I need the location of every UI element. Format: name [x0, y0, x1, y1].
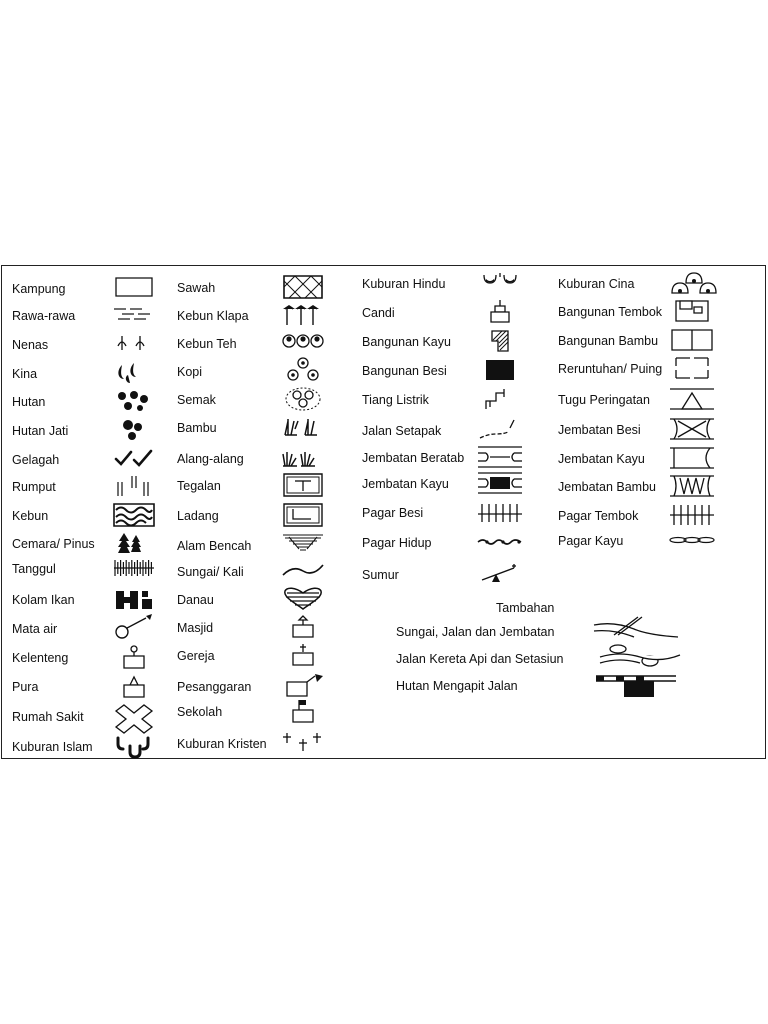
jalan-setapak-icon	[478, 417, 522, 443]
mata-air-icon	[112, 615, 156, 641]
kuburan-islam-icon	[112, 733, 156, 759]
label-hutan: Hutan	[12, 395, 46, 409]
label-danau: Danau	[177, 593, 214, 607]
hutan-icon	[112, 388, 156, 414]
danau-icon	[281, 586, 325, 612]
rawa-rawa-icon	[112, 302, 156, 328]
label-jembatan-kayu-2: Jembatan Kayu	[558, 452, 645, 466]
label-kuburan-kristen: Kuburan Kristen	[177, 737, 267, 751]
sawah-icon	[281, 274, 325, 300]
jembatan-bambu-icon	[670, 473, 714, 499]
pura-icon	[112, 673, 156, 699]
nenas-icon	[112, 331, 156, 357]
alang-alang-icon	[281, 445, 325, 471]
bangunan-tembok-icon	[670, 298, 714, 324]
label-kuburan-cina: Kuburan Cina	[558, 277, 635, 291]
label-bangunan-bambu: Bangunan Bambu	[558, 334, 659, 348]
label-pesanggaran: Pesanggaran	[177, 680, 252, 694]
label-kuburan-hindu: Kuburan Hindu	[362, 277, 446, 291]
kopi-icon	[281, 358, 325, 384]
label-sumur: Sumur	[362, 568, 399, 582]
label-kuburan-islam: Kuburan Islam	[12, 740, 93, 754]
label-sungai-jalan-jembatan: Sungai, Jalan dan Jembatan	[396, 625, 555, 639]
label-gelagah: Gelagah	[12, 453, 60, 467]
label-masjid: Masjid	[177, 621, 214, 635]
label-gereja: Gereja	[177, 649, 215, 663]
jembatan-kayu-2-icon	[670, 445, 714, 471]
kuburan-hindu-icon	[478, 270, 522, 296]
label-tanggul: Tanggul	[12, 562, 56, 576]
label-nenas: Nenas	[12, 338, 49, 352]
masjid-icon	[281, 614, 325, 640]
label-hutan-mengapit-jalan: Hutan Mengapit Jalan	[396, 679, 518, 693]
bambu-icon	[281, 414, 325, 440]
reruntuhan-puing-icon	[670, 355, 714, 381]
label-reruntuhan-puing: Reruntuhan/ Puing	[558, 362, 663, 376]
label-pagar-besi: Pagar Besi	[362, 506, 424, 520]
jembatan-besi-icon	[670, 416, 714, 442]
kebun-teh-icon	[281, 330, 325, 356]
label-jembatan-kayu: Jembatan Kayu	[362, 477, 449, 491]
label-jembatan-beratab: Jembatan Beratab	[362, 451, 465, 465]
label-tegalan: Tegalan	[177, 479, 221, 493]
label-rawa-rawa: Rawa-rawa	[12, 309, 76, 323]
label-hutan-jati: Hutan Jati	[12, 424, 69, 438]
label-ladang: Ladang	[177, 509, 219, 523]
kebun-klapa-icon	[281, 302, 325, 328]
label-kelenteng: Kelenteng	[12, 651, 69, 665]
cemara-pinus-icon	[112, 530, 156, 556]
label-sekolah: Sekolah	[177, 705, 223, 719]
rumput-icon	[112, 473, 156, 499]
label-jembatan-besi: Jembatan Besi	[558, 423, 641, 437]
label-candi: Candi	[362, 306, 395, 320]
semak-icon	[281, 386, 325, 412]
label-pagar-tembok: Pagar Tembok	[558, 509, 639, 523]
label-pagar-kayu: Pagar Kayu	[558, 534, 624, 548]
pagar-tembok-icon	[670, 502, 714, 528]
rumah-sakit-icon	[112, 703, 156, 729]
tiang-listrik-icon	[478, 386, 522, 412]
label-kampung: Kampung	[12, 282, 66, 296]
label-kebun-klapa: Kebun Klapa	[177, 309, 249, 323]
label-bangunan-tembok: Bangunan Tembok	[558, 305, 663, 319]
sumur-icon	[478, 561, 522, 587]
sekolah-icon	[281, 698, 325, 724]
pagar-hidup-icon	[478, 529, 522, 555]
hutan-jati-icon	[112, 417, 156, 443]
candi-icon	[478, 299, 522, 325]
label-kolam-ikan: Kolam Ikan	[12, 593, 75, 607]
tugu-peringatan-icon	[670, 386, 714, 412]
label-kina: Kina	[12, 367, 38, 381]
kebun-icon	[112, 502, 156, 528]
label-kebun: Kebun	[12, 509, 49, 523]
label-bangunan-kayu: Bangunan Kayu	[362, 335, 451, 349]
alam-bencah-icon	[281, 532, 325, 558]
ladang-icon	[281, 502, 325, 528]
kina-icon	[112, 360, 156, 386]
bangunan-bambu-icon	[670, 327, 714, 353]
jembatan-beratab-icon	[478, 444, 522, 470]
kuburan-kristen-icon	[281, 730, 325, 756]
kelenteng-icon	[112, 644, 156, 670]
label-bangunan-besi: Bangunan Besi	[362, 364, 447, 378]
pagar-besi-icon	[478, 499, 522, 525]
label-kebun-teh: Kebun Teh	[177, 337, 237, 351]
label-semak: Semak	[177, 393, 216, 407]
jalan-kereta-api-icon	[594, 641, 682, 671]
label-tugu-peringatan: Tugu Peringatan	[558, 393, 650, 407]
label-pura: Pura	[12, 680, 39, 694]
pesanggaran-icon	[281, 673, 325, 699]
label-alam-bencah: Alam Bencah	[177, 539, 252, 553]
label-tiang-listrik: Tiang Listrik	[362, 393, 429, 407]
gereja-icon	[281, 642, 325, 668]
label-pagar-hidup: Pagar Hidup	[362, 536, 432, 550]
label-sungai-kali: Sungai/ Kali	[177, 565, 244, 579]
label-rumah-sakit: Rumah Sakit	[12, 710, 84, 724]
gelagah-icon	[112, 446, 156, 472]
label-mata-air: Mata air	[12, 622, 58, 636]
hutan-mengapit-jalan-icon	[594, 670, 682, 700]
kuburan-cina-icon	[670, 270, 714, 296]
label-sawah: Sawah	[177, 281, 216, 295]
pagar-kayu-icon	[670, 527, 714, 553]
jembatan-kayu-icon	[478, 470, 522, 496]
kampung-icon	[112, 275, 156, 301]
label-bambu: Bambu	[177, 421, 217, 435]
label-alang-alang: Alang-alang	[177, 452, 244, 466]
label-rumput: Rumput	[12, 480, 56, 494]
tegalan-icon	[281, 472, 325, 498]
bangunan-kayu-icon	[478, 328, 522, 354]
label-jalan-kereta-api: Jalan Kereta Api dan Setasiun	[396, 652, 564, 666]
label-jembatan-bambu: Jembatan Bambu	[558, 480, 656, 494]
label-kopi: Kopi	[177, 365, 203, 379]
kolam-ikan-icon	[112, 586, 156, 612]
bangunan-besi-icon	[478, 357, 522, 383]
map-legend	[1, 265, 766, 759]
sungai-kali-icon	[281, 558, 325, 584]
label-jalan-setapak: Jalan Setapak	[362, 424, 442, 438]
label-cemara-pinus: Cemara/ Pinus	[12, 537, 95, 551]
tanggul-icon	[112, 555, 156, 581]
tambahan-heading: Tambahan	[496, 601, 555, 615]
